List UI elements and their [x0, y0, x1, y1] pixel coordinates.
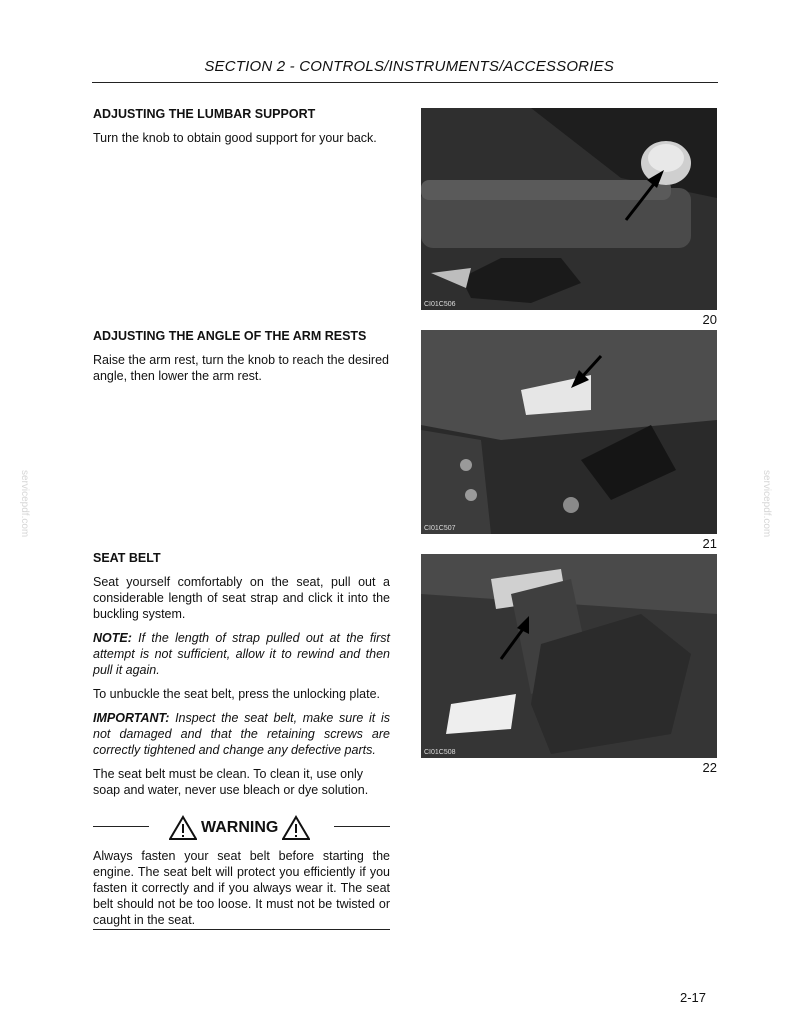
page-header [92, 58, 718, 75]
figure-20-code: CI01C506 [424, 301, 456, 308]
seatbelt-text-3: The seat belt must be clean. To clean it, use only soap and water, never use bleach or dye solution. [93, 767, 369, 797]
page-number: 2-17 [680, 990, 707, 1005]
figure-21-photo [421, 330, 717, 534]
armrest-text: Raise the arm rest, turn the knob to reach the desired angle, then lower the arm rest. [93, 353, 389, 383]
header-divider [92, 82, 718, 83]
seatbelt-text-1: Seat yourself comfortably on the seat, pull out a considerable length of seat strap and click it into the buckling system. [93, 575, 390, 621]
seatbelt-important [93, 710, 390, 758]
warning-bottom-rule [93, 929, 390, 930]
lumbar-heading: ADJUSTING THE LUMBAR SUPPORT [93, 107, 316, 121]
watermark-right: servicepdf.com [761, 470, 772, 538]
section-title: SECTION 2 - CONTROLS/INSTRUMENTS/ACCESSORIES [204, 58, 614, 75]
photo-lumbar-knob [421, 108, 717, 310]
warning-line-left [93, 826, 149, 827]
warning-body: Always fasten your seat belt before starting the engine. The seat belt will protect you efficiently if you fasten it correctly and if you always wear it. The seat belt should not be too loose. It must not be twisted or caught in the seat. [93, 849, 390, 927]
figure-22-code: CI01C508 [424, 749, 456, 756]
warning-line-right [334, 826, 390, 827]
important-label: IMPORTANT: [93, 711, 170, 725]
figure-21-code: CI01C507 [424, 525, 456, 532]
seatbelt-section [93, 550, 390, 806]
figure-20-number: 20 [702, 312, 717, 327]
figure-20-photo [421, 108, 717, 310]
note-label: NOTE: [93, 631, 132, 645]
seatbelt-heading: SEAT BELT [93, 551, 161, 565]
warning-triangle-icon [169, 815, 197, 841]
seatbelt-text-2: To unbuckle the seat belt, press the unlocking plate. [93, 687, 380, 701]
photo-seat-belt-buckle [421, 554, 717, 758]
photo-armrest-knob [421, 330, 717, 534]
warning-title-group [169, 815, 310, 841]
armrest-section [93, 328, 390, 392]
lumbar-section [93, 106, 390, 154]
important-text: Inspect the seat belt, make sure it is not damaged and that the retaining screws are correctly tightened and change any defective parts. [93, 711, 390, 757]
figure-22-photo [421, 554, 717, 758]
figure-22-number: 22 [702, 760, 717, 775]
armrest-heading: ADJUSTING THE ANGLE OF THE ARM RESTS [93, 329, 367, 343]
watermark-left: servicepdf.com [19, 470, 30, 538]
lumbar-text: Turn the knob to obtain good support for your back. [93, 131, 377, 145]
warning-title: WARNING [201, 819, 279, 836]
seatbelt-note [93, 630, 390, 678]
warning-header [93, 815, 390, 847]
warning-triangle-icon [282, 815, 310, 841]
note-text: If the length of strap pulled out at the first attempt is not sufficient, allow it to rewind and then pull it again. [93, 631, 390, 677]
figure-21-number: 21 [702, 536, 717, 551]
